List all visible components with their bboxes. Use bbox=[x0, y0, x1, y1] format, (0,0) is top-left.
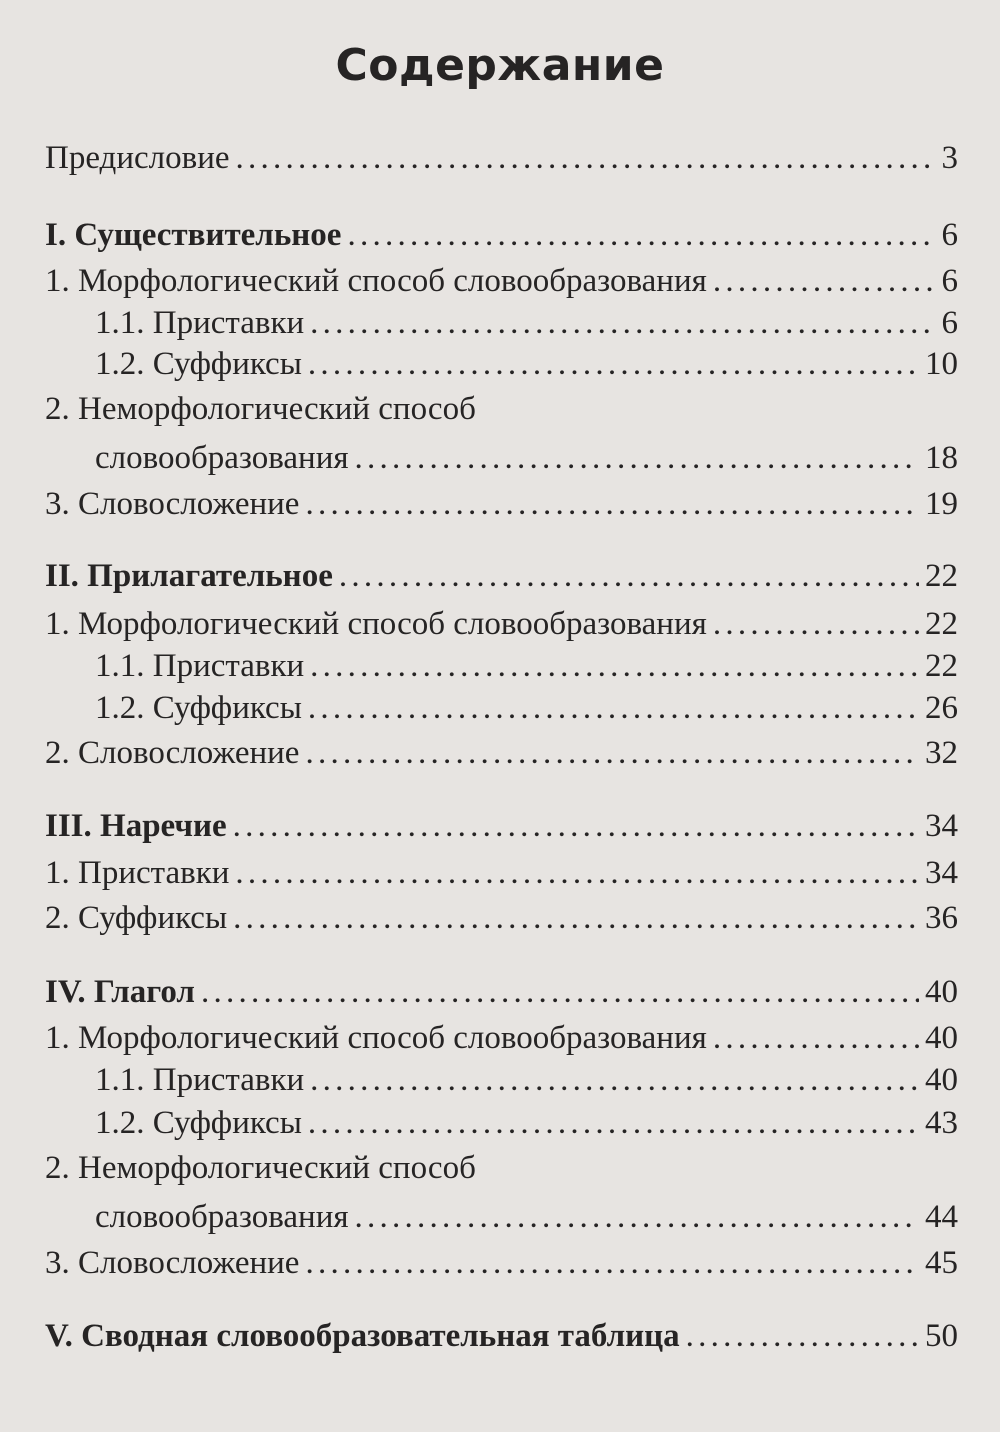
toc-entry-page: 40 bbox=[925, 974, 958, 1010]
toc-entry bbox=[45, 898, 958, 938]
toc-entry-label: Предисловие bbox=[45, 140, 230, 176]
toc-entry-label: 1. Морфологический способ словообразования bbox=[45, 1020, 707, 1056]
toc-entry-label: 2. Словосложение bbox=[45, 735, 300, 771]
toc-entry-page: 45 bbox=[925, 1245, 958, 1281]
toc-entry bbox=[45, 806, 958, 846]
toc-entry-page: 34 bbox=[925, 855, 958, 891]
toc-entry-label: III. Наречие bbox=[45, 808, 227, 844]
toc-entry-page: 50 bbox=[925, 1318, 958, 1354]
toc-entry-page: 26 bbox=[925, 690, 958, 726]
leader-dots bbox=[233, 898, 919, 938]
toc-entry-label: 1.1. Приставки bbox=[95, 305, 305, 341]
toc-entry-page: 19 bbox=[925, 486, 958, 522]
toc-entry bbox=[45, 389, 958, 429]
toc-entry bbox=[45, 1316, 958, 1356]
toc-entry-page: 3 bbox=[941, 140, 958, 176]
toc-entry-label: II. Прилагательное bbox=[45, 558, 333, 594]
leader-dots bbox=[201, 972, 919, 1012]
leader-dots bbox=[713, 604, 919, 644]
toc-entry-page: 6 bbox=[941, 263, 958, 299]
toc-entry bbox=[45, 138, 958, 178]
toc-entry bbox=[45, 604, 958, 644]
toc-entry-label: словообразования bbox=[95, 1199, 349, 1235]
toc-entry-label: 1.2. Суффиксы bbox=[95, 346, 302, 382]
toc-entry-label: 2. Неморфологический способ bbox=[45, 1150, 476, 1186]
toc-entry bbox=[95, 688, 958, 728]
toc-entry-page: 44 bbox=[925, 1199, 958, 1235]
toc-entry-page: 40 bbox=[925, 1062, 958, 1098]
toc-entry-label: 2. Неморфологический способ bbox=[45, 391, 476, 427]
toc-entry bbox=[95, 1103, 958, 1143]
toc-entry bbox=[45, 733, 958, 773]
leader-dots bbox=[339, 556, 919, 596]
leader-dots bbox=[713, 1018, 919, 1058]
leader-dots bbox=[310, 303, 935, 343]
toc-entry bbox=[45, 1243, 958, 1283]
toc-entry-page: 22 bbox=[925, 606, 958, 642]
leader-dots bbox=[236, 138, 936, 178]
toc-entry-page: 18 bbox=[925, 440, 958, 476]
leader-dots bbox=[310, 646, 919, 686]
leader-dots bbox=[355, 1197, 919, 1237]
leader-dots bbox=[308, 344, 919, 384]
leader-dots bbox=[233, 806, 919, 846]
toc-entry bbox=[45, 261, 958, 301]
toc-entry-page: 6 bbox=[941, 305, 958, 341]
toc-entry-page: 6 bbox=[941, 217, 958, 253]
toc-entry-label: 1.2. Суффиксы bbox=[95, 1105, 302, 1141]
leader-dots bbox=[305, 484, 919, 524]
toc-entry-label: словообразования bbox=[95, 440, 349, 476]
toc-entry bbox=[95, 1197, 958, 1237]
leader-dots bbox=[235, 853, 919, 893]
toc-entry-page: 32 bbox=[925, 735, 958, 771]
toc-entry bbox=[45, 484, 958, 524]
leader-dots bbox=[305, 733, 919, 773]
leader-dots bbox=[686, 1316, 919, 1356]
toc-entry-page: 40 bbox=[925, 1020, 958, 1056]
toc-entry bbox=[45, 1018, 958, 1058]
leader-dots bbox=[308, 1103, 919, 1143]
toc-entry-label: IV. Глагол bbox=[45, 974, 195, 1010]
toc-entry-label: I. Существительное bbox=[45, 217, 342, 253]
toc-entry-page: 43 bbox=[925, 1105, 958, 1141]
toc-entry bbox=[95, 438, 958, 478]
toc-entry bbox=[95, 303, 958, 343]
leader-dots bbox=[347, 215, 935, 255]
toc-entry-label: 2. Суффиксы bbox=[45, 900, 228, 936]
leader-dots bbox=[355, 438, 919, 478]
toc-entry-page: 34 bbox=[925, 808, 958, 844]
toc-entry-label: 1. Морфологический способ словообразования bbox=[45, 263, 707, 299]
toc-entry bbox=[45, 853, 958, 893]
toc-entry-page: 10 bbox=[925, 346, 958, 382]
toc-entry-label: 1.1. Приставки bbox=[95, 648, 305, 684]
toc-entry-label: 1.2. Суффиксы bbox=[95, 690, 302, 726]
toc-entry bbox=[95, 646, 958, 686]
toc-entry bbox=[45, 972, 958, 1012]
toc-entry-label: 3. Словосложение bbox=[45, 1245, 300, 1281]
toc-entry-label: V. Сводная словообразовательная таблица bbox=[45, 1318, 680, 1354]
toc-entry bbox=[95, 344, 958, 384]
leader-dots bbox=[310, 1060, 919, 1100]
toc-entry-page: 36 bbox=[925, 900, 958, 936]
leader-dots bbox=[308, 688, 919, 728]
toc-entry-label: 1. Приставки bbox=[45, 855, 230, 891]
toc-entry-page: 22 bbox=[925, 558, 958, 594]
leader-dots bbox=[305, 1243, 919, 1283]
toc-entry bbox=[45, 1148, 958, 1188]
toc-entry-label: 3. Словосложение bbox=[45, 486, 300, 522]
toc-entry bbox=[45, 215, 958, 255]
toc-entry-label: 1.1. Приставки bbox=[95, 1062, 305, 1098]
toc-entry-page: 22 bbox=[925, 648, 958, 684]
toc-entry bbox=[95, 1060, 958, 1100]
leader-dots bbox=[713, 261, 936, 301]
toc-entry-label: 1. Морфологический способ словообразования bbox=[45, 606, 707, 642]
toc-entry bbox=[45, 556, 958, 596]
page-title: Содержание bbox=[335, 40, 665, 91]
